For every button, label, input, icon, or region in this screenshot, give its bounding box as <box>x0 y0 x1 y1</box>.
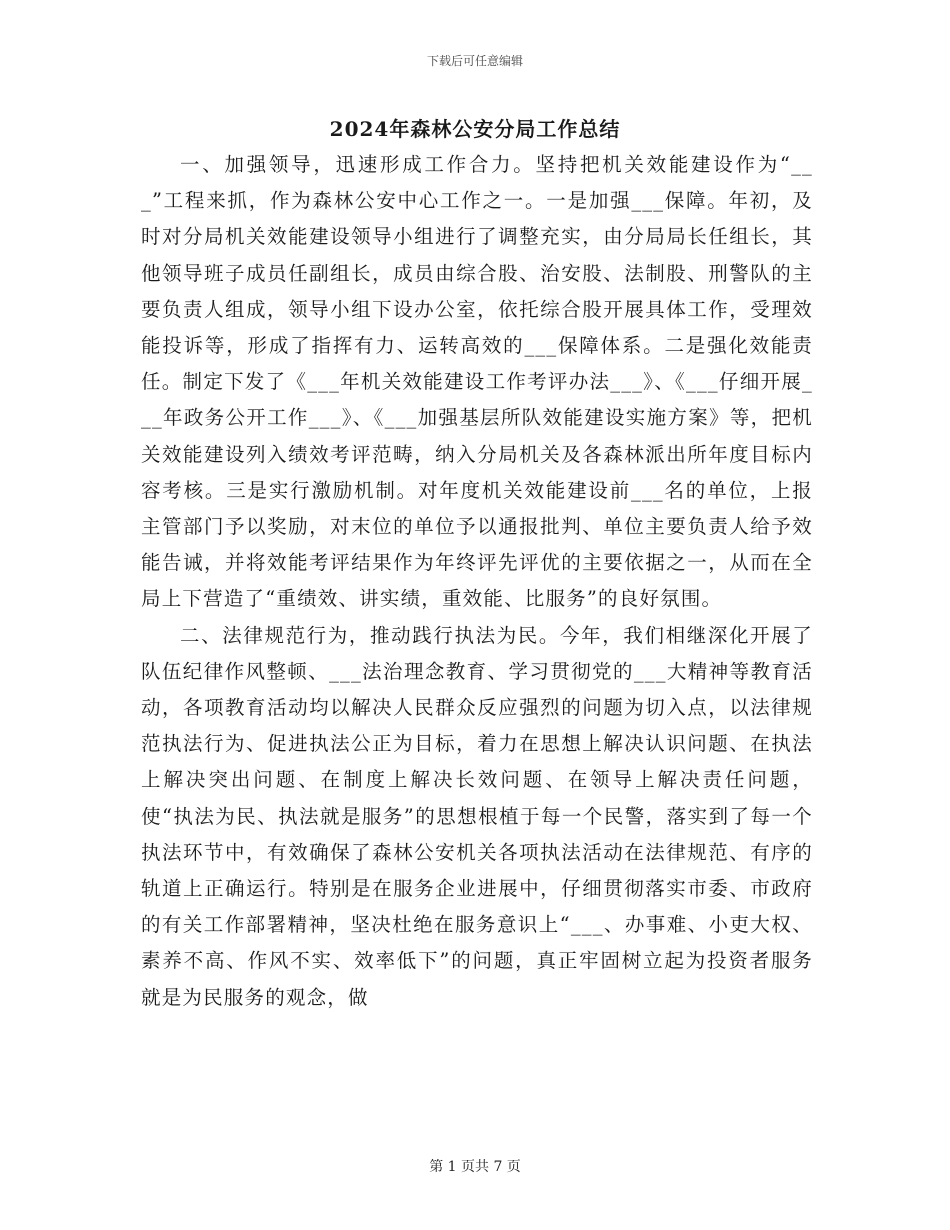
page-header-note: 下载后可任意编辑 <box>426 54 523 68</box>
paragraph-2: 二、法律规范行为，推动践行执法为民。今年，我们相继深化开展了队伍纪律作风整顿、___法治理念教育、学习贯彻党的___大精神等教育活动，各项教育活动均以解决人民群众反应强烈的问题为切入点，以法律规范执法行为、促进执法公正为目标，着力在思想上解决认识问题、在执法上解决突出问题、在制度上解决长效问题、在领导上解决责任问题，使“执法为民、执法就是服务”的思想根植于每一个民警，落实到了每一个执法环节中，有效确保了森林公安机关各项执法活动在法律规范、有序的轨道上正确运行。特别是在服务企业进展中，仔细贯彻落实市委、市政府的有关工作部署精神，坚决杜绝在服务意识上“___、办事难、小吏大权、素养不高、作风不实、效率低下”的问题，真正牢固树立起为投资者服务就是为民服务的观念，做 <box>141 623 813 1009</box>
page-number: 第 1 页共 7 页 <box>429 1159 521 1175</box>
document-title: 2024年森林公安分局工作总结 <box>329 117 621 141</box>
document-body <box>141 147 813 1016</box>
paragraph-1: 一、加强领导，迅速形成工作合力。坚持把机关效能建设作为“___”工程来抓，作为森林公安中心工作之一。一是加强___保障。年初，及时对分局机关效能建设领导小组进行了调整充实，由分局局长任组长，其他领导班子成员任副组长，成员由综合股、治安股、法制股、刑警队的主要负责人组成，领导小组下设办公室，依托综合股开展具体工作，受理效能投诉等，形成了指挥有力、运转高效的___保障体系。二是强化效能责任。制定下发了《___年机关效能建设工作考评办法___》、《___仔细开展___年政务公开工作___》、《___加强基层所队效能建设实施方案》等，把机关效能建设列入绩效考评范畴，纳入分局机关及各森林派出所年度目标内容考核。三是实行激励机制。对年度机关效能建设前___名的单位，上报主管部门予以奖励，对末位的单位予以通报批判、单位主要负责人给予效能告诫，并将效能考评结果作为年终评先评优的主要依据之一，从而在全局上下营造了“重绩效、讲实绩，重效能、比服务”的良好氛围。 <box>141 153 813 611</box>
